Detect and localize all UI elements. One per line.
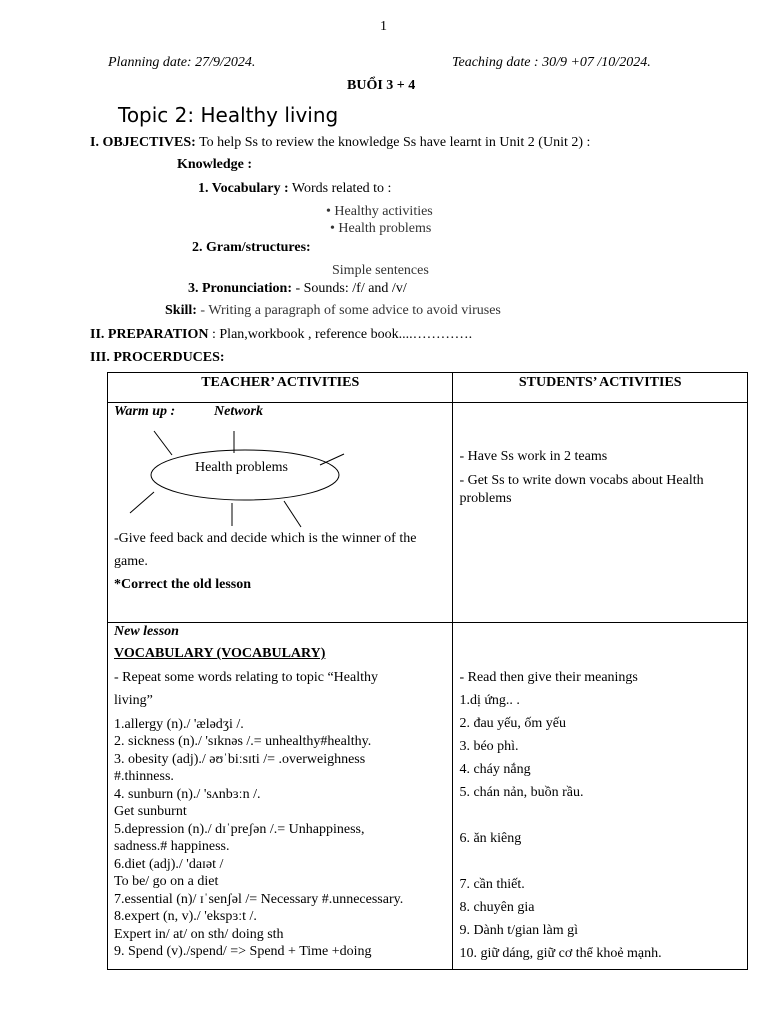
vocab-line: 2. sickness (n)./ 'sɪknəs /.= unhealthy#healthy. <box>114 734 372 749</box>
objectives-line <box>90 135 590 151</box>
meaning-line: 3. béo phì. <box>459 739 519 754</box>
vocab-line: 6.diet (adj)./ 'daɪət / <box>114 857 224 872</box>
meaning-line: 2. đau yếu, ốm yếu <box>459 716 566 731</box>
new-lesson-label: New lesson <box>114 624 179 639</box>
teaching-date: Teaching date : 30/9 +07 /10/2024. <box>452 55 651 70</box>
students-activities-header: STUDENTS’ ACTIVITIES <box>518 375 682 390</box>
feedback-line-1: -Give feed back and decide which is the winner of the <box>114 531 417 546</box>
topic-title: Topic 2: Healthy living <box>118 103 339 127</box>
grammar-text: Simple sentences <box>332 263 429 278</box>
repeat-line-1: - Repeat some words relating to topic “Healthy <box>114 670 378 685</box>
objectives-text: To help Ss to review the knowledge Ss have learnt in Unit 2 (Unit 2) : <box>199 135 591 150</box>
vocab-line: 1.allergy (n)./ 'ælədʒi /. <box>114 717 244 732</box>
vocab-line: 9. Spend (v)./spend/ => Spend + Time +doing <box>114 944 372 959</box>
vocab-line: #.thinness. <box>114 769 174 784</box>
skill-text: - Writing a paragraph of some advice to avoid viruses <box>200 303 501 318</box>
feedback-line-2: game. <box>114 554 148 569</box>
preparation-text: : Plan,workbook , reference book....…………. <box>212 327 473 342</box>
vocabulary-label: 1. Vocabulary : <box>198 181 289 196</box>
student-warmup-line-1: - Have Ss work in 2 teams <box>459 449 608 464</box>
student-warmup-line-2: - Get Ss to write down vocabs about Health <box>459 473 704 488</box>
vocab-line: 5.depression (n)./ dɪˈpreʃən /.= Unhappiness, <box>114 822 365 837</box>
vocab-line: 7.essential (n)/ ɪˈsenʃəl /= Necessary #.unnecessary. <box>114 892 404 907</box>
student-warmup-line-3: problems <box>459 491 512 506</box>
warmup-student-cell <box>453 403 748 623</box>
skill-label: Skill: <box>165 303 197 318</box>
preparation-line <box>90 327 472 343</box>
meaning-line: 7. cần thiết. <box>459 877 525 892</box>
vocab-line: Get sunburnt <box>114 804 187 819</box>
page-number: 1 <box>380 19 387 34</box>
meaning-line: 10. giữ dáng, giữ cơ thể khoẻ mạnh. <box>459 946 662 961</box>
knowledge-label: Knowledge : <box>177 157 253 172</box>
procedures-label: III. PROCERDUCES: <box>90 350 225 365</box>
meaning-line: 9. Dành t/gian làm gì <box>459 923 579 938</box>
pronunciation-text: - Sounds: /f/ and /v/ <box>295 281 407 296</box>
grammar-label: 2. Gram/structures: <box>192 240 311 255</box>
meaning-line: 8. chuyên gia <box>459 900 535 915</box>
activities-table <box>107 372 748 970</box>
warmup-label: Warm up : <box>114 404 176 419</box>
vocab-item-healthy-activities: • Healthy activities <box>326 204 433 219</box>
pronunciation-label: 3. Pronunciation: <box>188 281 292 296</box>
vocab-line: 4. sunburn (n)./ 'sʌnbɜːn /. <box>114 787 261 802</box>
teacher-activities-header: TEACHER’ ACTIVITIES <box>201 375 360 390</box>
meaning-line: 6. ăn kiêng <box>459 831 522 846</box>
new-lesson-teacher-cell <box>108 623 453 970</box>
vocab-line: 3. obesity (adj)./ əʊˈbiːsɪti /= .overweighness <box>114 752 366 767</box>
vocabulary-line <box>198 181 391 197</box>
vocab-line: Expert in/ at/ on sth/ doing sth <box>114 927 284 942</box>
vocab-line: sadness.# happiness. <box>114 839 230 854</box>
meaning-line: 4. cháy nắng <box>459 762 531 777</box>
pronunciation-line <box>188 281 407 297</box>
student-read-instruction: - Read then give their meanings <box>459 670 638 685</box>
correct-old-lesson: *Correct the old lesson <box>114 577 251 592</box>
vocabulary-heading: VOCABULARY (VOCABULARY) <box>114 646 326 661</box>
meaning-line: 5. chán nản, buồn rầu. <box>459 785 584 800</box>
vocabulary-text: Words related to : <box>291 181 392 196</box>
vocab-item-health-problems: • Health problems <box>330 221 432 236</box>
warmup-teacher-cell <box>108 403 453 623</box>
vocab-line: 8.expert (n, v)./ 'ekspɜːt /. <box>114 909 257 924</box>
meaning-line: 1.dị ứng.. . <box>459 693 520 708</box>
vocab-line: To be/ go on a diet <box>114 874 219 889</box>
network-center-text: Health problems <box>195 460 288 475</box>
planning-date: Planning date: 27/9/2024. <box>108 55 256 70</box>
repeat-line-2: living” <box>114 693 153 708</box>
objectives-label: I. OBJECTIVES: <box>90 135 196 150</box>
new-lesson-student-cell <box>453 623 748 970</box>
preparation-label: II. PREPARATION <box>90 327 209 342</box>
network-label: Network <box>214 404 263 419</box>
skill-line <box>165 303 501 319</box>
session-label: BUỔI 3 + 4 <box>347 78 416 93</box>
